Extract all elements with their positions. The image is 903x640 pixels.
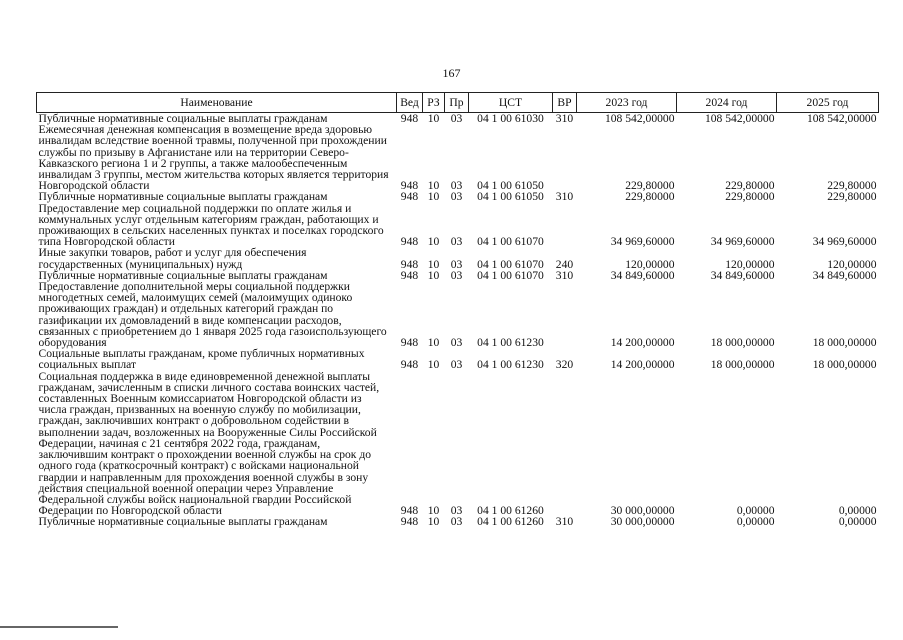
row-2025: 120,00000: [827, 257, 877, 271]
row-rz: 10: [427, 336, 440, 350]
row-2024: 18 000,00000: [710, 336, 775, 350]
row-2025: 34 969,60000: [812, 235, 877, 249]
row-vr: 320: [555, 358, 574, 372]
row-name: Социальная поддержка в виде единовременной денежной выплаты гражданам, зачисленным в списки личного состава воинских частей, составленных Военным комиссариатом Новгородской области из числа граждан, призванных на военную службу по мобилизации, граждан, заключивших контракт о добровольном содействии в выполнении задач, возложенных на Вооруженные Силы Российской Федерации, начиная с 21 сентября 2022 года, гражданам, заключившим контракт о прохождении военной службы на срок до одного года (краткосрочный контракт) с войсками национальной гвардии и направленным для прохождения военной службы в зону действия специальной военной операции через Управление Федеральной службы войск национальной гвардии Российской Федерации по Новгородской области: [38, 369, 380, 518]
row-rz: 10: [427, 190, 440, 204]
row-ved: 948: [400, 257, 419, 271]
row-rz: 10: [427, 235, 440, 249]
row-cst: 04 1 00 61070: [477, 235, 544, 249]
row-vr: [553, 371, 577, 517]
row-rz: 10: [427, 268, 440, 282]
row-cst: 04 1 00 61070: [477, 257, 544, 271]
row-cst: 04 1 00 61050: [477, 179, 544, 193]
row-cst: 04 1 00 61030: [477, 112, 544, 125]
header-vr: ВР: [553, 93, 577, 113]
row-2023: 229,80000: [625, 190, 675, 204]
row-2024: 34 969,60000: [710, 235, 775, 249]
row-2024: 229,80000: [725, 179, 775, 193]
row-vr: 310: [555, 515, 574, 529]
row-2023: 34 969,60000: [610, 235, 675, 249]
table-row: [37, 348, 879, 370]
table-row: [37, 191, 879, 202]
row-vr: 310: [555, 190, 574, 204]
header-pr: Пр: [445, 93, 469, 113]
row-cst: 04 1 00 61260: [477, 515, 544, 529]
row-cst: 04 1 00 61230: [477, 358, 544, 372]
row-2023: 229,80000: [625, 179, 675, 193]
row-2023: 120,00000: [625, 257, 675, 271]
row-2025: 108 542,00000: [806, 112, 877, 125]
row-ved: 948: [400, 504, 419, 518]
row-vr: [553, 124, 577, 191]
table-row: [37, 124, 879, 191]
row-name: Публичные нормативные социальные выплаты гражданам: [38, 515, 328, 529]
row-pr: 03: [450, 257, 463, 271]
row-name: Ежемесячная денежная компенсация в возмещение вреда здоровью инвалидам вследствие военной травмы, полученной при прохождении службы по призыву в Афганистане или на территории Северо-Кавказского региона 1 и 2 группы, а также малообеспеченным инвалидам 3 группы, местом жительства которых является территория Новгородской области: [38, 123, 389, 193]
row-2025: 18 000,00000: [812, 336, 877, 350]
row-2025: 0,00000: [838, 515, 877, 529]
table-row: [37, 281, 879, 348]
row-ved: 948: [400, 515, 419, 529]
row-ved: 948: [400, 190, 419, 204]
row-cst: 04 1 00 61230: [477, 336, 544, 350]
row-2025: 229,80000: [827, 179, 877, 193]
row-ved: 948: [400, 268, 419, 282]
row-2024: 0,00000: [736, 515, 775, 529]
row-2023: 14 200,00000: [610, 358, 675, 372]
header-cst: ЦСТ: [469, 93, 553, 113]
row-vr: 240: [555, 257, 574, 271]
row-2023: 30 000,00000: [610, 504, 675, 518]
row-rz: 10: [427, 112, 440, 125]
row-name: Предоставление дополнительной меры социальной поддержки многодетных семей, малоимущих семей (малоимущих одиноко проживающих граждан) и отдельных категорий граждан по газификации их домовладений в виде компенсации расходов, связанных с приобретением до 1 января 2025 года газоиспользующего оборудования: [38, 280, 387, 350]
row-ved: 948: [400, 112, 419, 125]
row-ved: 948: [400, 358, 419, 372]
bottom-rule: [0, 626, 118, 628]
row-2025: 34 849,60000: [812, 268, 877, 282]
row-pr: 03: [450, 179, 463, 193]
row-ved: 948: [400, 179, 419, 193]
row-vr: 310: [555, 268, 574, 282]
row-vr: [553, 203, 577, 248]
row-2024: 229,80000: [725, 190, 775, 204]
header-name: Наименование: [37, 93, 397, 113]
row-name: Публичные нормативные социальные выплаты гражданам: [38, 190, 328, 204]
header-2025: 2025 год: [777, 93, 879, 113]
header-rz: РЗ: [423, 93, 445, 113]
row-name: Публичные нормативные социальные выплаты гражданам: [38, 268, 328, 282]
row-rz: 10: [427, 504, 440, 518]
row-2025: 0,00000: [838, 504, 877, 518]
budget-table: [36, 92, 879, 528]
row-rz: 10: [427, 515, 440, 529]
row-name: Предоставление мер социальной поддержки по оплате жилья и коммунальных услуг отдельным категориям граждан, работающих и проживающих в сельских населенных пунктах и поселках городского типа Новгородской области: [38, 201, 384, 249]
row-2023: 30 000,00000: [610, 515, 675, 529]
row-ved: 948: [400, 235, 419, 249]
row-2023: 108 542,00000: [604, 112, 675, 125]
row-name: Публичные нормативные социальные выплаты гражданам: [38, 112, 328, 125]
row-name: Социальные выплаты гражданам, кроме публичных нормативных социальных выплат: [38, 347, 365, 372]
row-rz: 10: [427, 358, 440, 372]
row-vr: [553, 281, 577, 348]
row-2024: 0,00000: [736, 504, 775, 518]
table-row: [37, 247, 879, 269]
table-row: [37, 371, 879, 517]
row-pr: 03: [450, 235, 463, 249]
row-2024: 120,00000: [725, 257, 775, 271]
row-cst: 04 1 00 61050: [477, 190, 544, 204]
row-name: Иные закупки товаров, работ и услуг для обеспечения государственных (муниципальных) нужд: [38, 246, 307, 271]
header-2023: 2023 год: [577, 93, 677, 113]
row-pr: 03: [450, 358, 463, 372]
row-rz: 10: [427, 179, 440, 193]
row-pr: 03: [450, 515, 463, 529]
row-pr: 03: [450, 504, 463, 518]
row-pr: 03: [450, 112, 463, 125]
header-ved: Вед: [397, 93, 423, 113]
row-2023: 34 849,60000: [610, 268, 675, 282]
row-ved: 948: [400, 336, 419, 350]
row-2025: 18 000,00000: [812, 358, 877, 372]
row-pr: 03: [450, 336, 463, 350]
page-number: 167: [442, 66, 461, 80]
row-2025: 229,80000: [827, 190, 877, 204]
row-vr: 310: [555, 112, 574, 125]
header-2024: 2024 год: [677, 93, 777, 113]
row-2023: 14 200,00000: [610, 336, 675, 350]
row-2024: 18 000,00000: [710, 358, 775, 372]
row-pr: 03: [450, 268, 463, 282]
row-2024: 34 849,60000: [710, 268, 775, 282]
row-cst: 04 1 00 61070: [477, 268, 544, 282]
row-cst: 04 1 00 61260: [477, 504, 544, 518]
row-2024: 108 542,00000: [704, 112, 775, 125]
table-row: [37, 516, 879, 527]
table-row: [37, 203, 879, 248]
row-rz: 10: [427, 257, 440, 271]
row-pr: 03: [450, 190, 463, 204]
header-row: [37, 93, 879, 113]
